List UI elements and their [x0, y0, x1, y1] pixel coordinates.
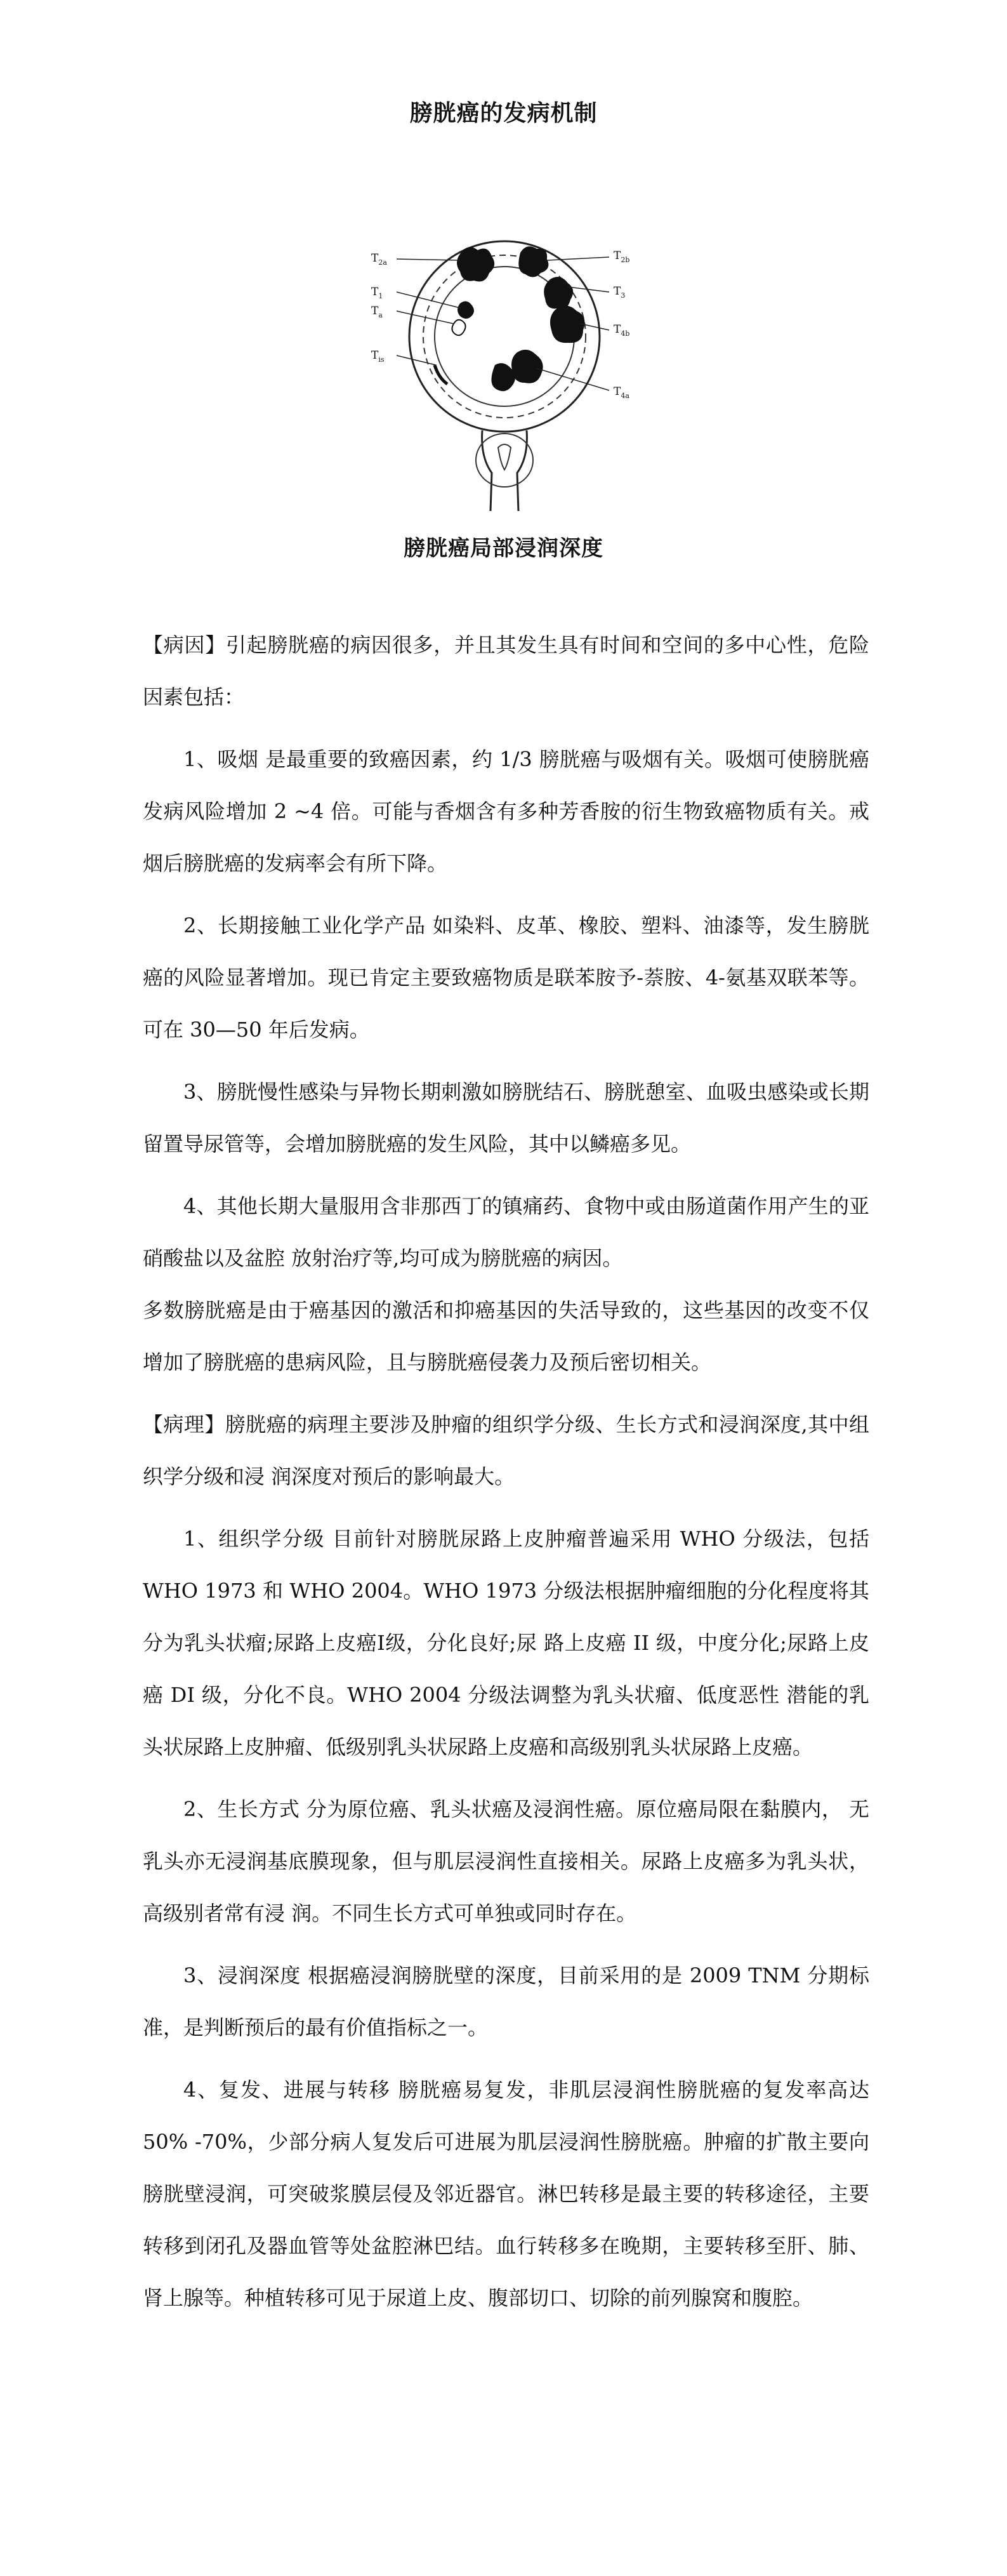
- document-body: [143, 619, 869, 2334]
- paragraph-recurrence-metastasis: 4、复发、进展与转移 膀胱癌易复发，非肌层浸润性膀胱癌的复发率高达 50% -70%，少部分病人复发后可进展为肌层浸润性膀胱癌。肿瘤的扩散主要向膀胱壁浸润，可突破浆膜层侵及邻近器官。淋巴转移是最主要的转移途径，主要转移到闭孔及器血管等处盆腔淋巴结。血行转移多在晚期，主要转移至肝、肺、肾上腺等。种植转移可见于尿道上皮、腹部切口、切除的前列腺窝和腹腔。: [143, 2078, 869, 2310]
- bladder-diagram: [365, 229, 644, 514]
- paragraph-chronic-infection: 3、膀胱慢性感染与异物长期刺激如膀胱结石、膀胱憩室、血吸虫感染或长期留置导尿管等，会增加膀胱癌的发生风险，其中以鳞癌多见。: [143, 1080, 869, 1156]
- figure-caption: 膀胱癌局部浸润深度: [404, 536, 603, 561]
- tumor-t2a: [457, 247, 494, 281]
- tumor-t3: [544, 277, 573, 309]
- document-title: 膀胱癌的发病机制: [409, 100, 598, 126]
- paragraph-invasion-depth: 3、浸润深度 根据癌浸润膀胱壁的深度，目前采用的是 2009 TNM 分期标准，是判断预后的最有价值指标之一。: [143, 1963, 869, 2040]
- label-t2a: $T_{2a}$: [371, 252, 387, 267]
- tumor-t2b: [518, 246, 548, 277]
- tumor-t4a-upper: [511, 350, 543, 383]
- prostate-inner: [498, 444, 511, 470]
- tumor-ta: [452, 320, 465, 336]
- tumor-t1: [457, 301, 474, 319]
- tumor-t4b: [550, 305, 584, 343]
- paragraph-growth-pattern: 2、生长方式 分为原位癌、乳头状癌及浸润性癌。原位癌局限在黏膜内， 无乳头亦无浸润基底膜现象，但与肌层浸润性直接相关。尿路上皮癌多为乳头状，高级别者常有浸 润。不同生长方式可单独或同时存在。: [143, 1797, 869, 1925]
- label-t4b: $T_{4b}$: [614, 323, 630, 338]
- paragraph-other-causes: 4、其他长期大量服用含非那西丁的镇痛药、食物中或由肠道菌作用产生的亚硝酸盐以及盆腔 放射治疗等,均可成为膀胱癌的病因。: [143, 1194, 869, 1270]
- paragraph-genes: 多数膀胱癌是由于癌基因的激活和抑癌基因的失活导致的，这些基因的改变不仅增加了膀胱癌的患病风险，且与膀胱癌侵袭力及预后密切相关。: [143, 1298, 869, 1374]
- label-t1: $T_1$: [371, 286, 383, 300]
- paragraph-chemicals: 2、长期接触工业化学产品 如染料、皮革、橡胶、塑料、油漆等，发生膀胱癌的风险显著增加。现已肯定主要致癌物质是联苯胺予-萘胺、4-氨基双联苯等。可在 30—50 年后发病。: [143, 913, 869, 1042]
- paragraph-pathology-intro: 【病理】膀胱癌的病理主要涉及肿瘤的组织学分级、生长方式和浸润深度,其中组织学分级和浸 润深度对预后的影响最大。: [143, 1412, 869, 1489]
- paragraph-smoking: 1、吸烟 是最重要的致癌因素，约 1/3 膀胱癌与吸烟有关。吸烟可使膀胱癌发病风险增加 2 ~4 倍。可能与香烟含有多种芳香胺的衍生物致癌物质有关。戒烟后膀胱癌的发病率会有所下降。: [143, 747, 869, 875]
- label-t3: $T_3$: [614, 285, 626, 300]
- paragraph-histologic-grade: 1、组织学分级 目前针对膀胱尿路上皮肿瘤普遍采用 WHO 分级法，包括 WHO 1973 和 WHO 2004。WHO 1973 分级法根据肿瘤细胞的分化程度将其分为乳头状瘤;尿路上皮癌Ⅰ级，分化良好;尿 路上皮癌 II 级，中度分化;尿路上皮癌 DI 级，分化不良。WHO 2004 分级法调整为乳头状瘤、低度恶性 潜能的乳头状尿路上皮肿瘤、低级别乳头状尿路上皮癌和高级别乳头状尿路上皮癌。: [143, 1527, 869, 1759]
- bladder-invasion-figure: [365, 229, 644, 514]
- label-t2b: $T_{2b}$: [614, 249, 630, 264]
- label-t4a: $T_{4a}$: [614, 385, 629, 400]
- paragraph-etiology-intro: 【病因】引起膀胱癌的病因很多，并且其发生具有时间和空间的多中心性，危险因素包括：: [143, 633, 869, 709]
- label-ta: $T_a$: [371, 305, 383, 319]
- label-tis: $T_{is}$: [371, 349, 385, 364]
